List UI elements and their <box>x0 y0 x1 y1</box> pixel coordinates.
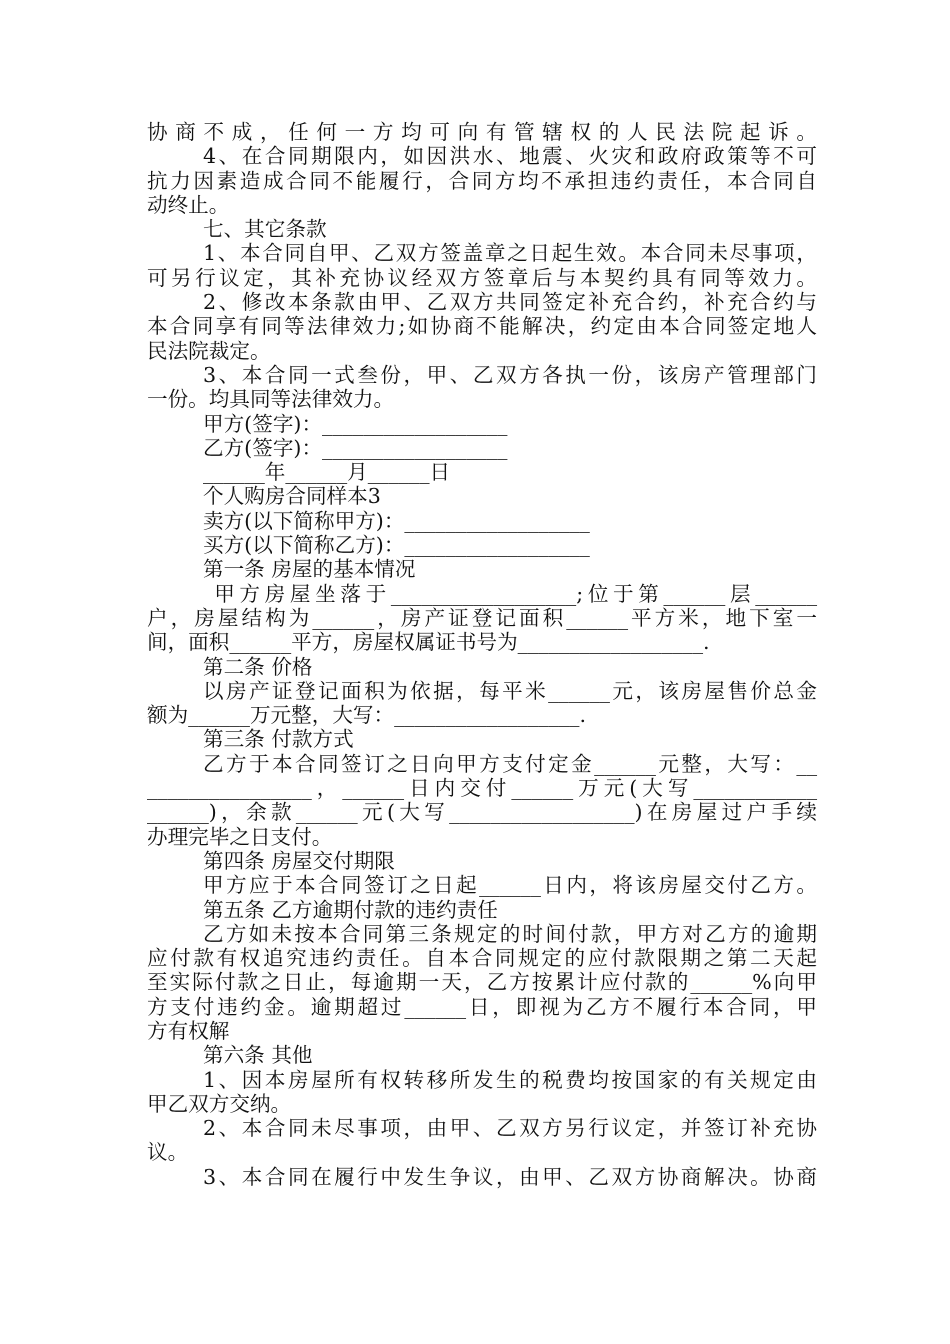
contract-title: 个人购房合同样本3 <box>203 484 381 509</box>
paragraph-line: ______)，余款______元(大写__________________)在房屋过户手续 <box>147 800 817 825</box>
paragraph-line: 乙方于本合同签订之日向甲方支付定金______元整，大写：__ <box>203 751 817 776</box>
paragraph-line: 2、本合同未尽事项，由甲、乙双方另行议定，并签订补充协 <box>203 1116 817 1141</box>
paragraph-line: 额为______万元整，大写：__________________. <box>147 703 587 728</box>
article-heading: 第三条 付款方式 <box>203 727 354 752</box>
paragraph-line: 应付款有权追究违约责任。自本合同规定的应付款限期之第二天起 <box>147 946 817 971</box>
signature-line-party-b: 乙方(签字)：__________________ <box>203 435 508 460</box>
paragraph-line: 间，面积______平方，房屋权属证书号为__________________. <box>147 630 710 655</box>
paragraph-line: ________________，______日内交付______万元(大写____________ <box>147 776 817 801</box>
paragraph-line: 3、本合同一式叁份，甲、乙双方各执一份，该房产管理部门 <box>203 362 817 387</box>
paragraph-line: 至实际付款之日止，每逾期一天，乙方按累计应付款的______%向甲 <box>147 970 817 995</box>
paragraph-line: 1、因本房屋所有权转移所发生的税费均按国家的有关规定由 <box>203 1067 817 1092</box>
date-line: ______年______月______日 <box>203 460 451 485</box>
paragraph-line: 本合同享有同等法律效力;如协商不能解决，约定由本合同签定地人 <box>147 314 817 339</box>
paragraph-line: 方支付违约金。逾期超过______日，即视为乙方不履行本合同，甲 <box>147 994 817 1019</box>
paragraph-line: 乙方如未按本合同第三条规定的时间付款，甲方对乙方的逾期 <box>203 921 817 946</box>
paragraph-line: 可另行议定，其补充协议经双方签章后与本契约具有同等效力。 <box>147 265 817 290</box>
document-page <box>147 120 817 1189</box>
article-heading: 第四条 房屋交付期限 <box>203 848 395 873</box>
paragraph-line: 一份。均具同等法律效力。 <box>147 387 395 412</box>
article-heading: 第二条 价格 <box>203 654 313 679</box>
paragraph-line: 2、修改本条款由甲、乙双方共同签定补充合约，补充合约与 <box>203 290 817 315</box>
paragraph-line: 动终止。 <box>147 192 230 217</box>
article-heading: 第六条 其他 <box>203 1043 313 1068</box>
paragraph-line: 4、在合同期限内，如因洪水、地震、火灾和政府政策等不可 <box>203 144 817 169</box>
article-heading: 第五条 乙方逾期付款的违约责任 <box>203 897 498 922</box>
buyer-line: 买方(以下简称乙方)：__________________ <box>203 533 590 558</box>
paragraph-line: 以房产证登记面积为依据，每平米______元，该房屋售价总金 <box>203 678 817 703</box>
article-heading: 第一条 房屋的基本情况 <box>203 557 416 582</box>
paragraph-line: 议。 <box>147 1140 189 1165</box>
paragraph-line: 户，房屋结构为______，房产证登记面积______平方米，地下室一 <box>147 605 817 630</box>
paragraph-line: 甲方应于本合同签订之日起______日内，将该房屋交付乙方。 <box>203 873 817 898</box>
seller-line: 卖方(以下简称甲方)：__________________ <box>203 508 590 533</box>
paragraph-line: 办理完毕之日支付。 <box>147 824 333 849</box>
paragraph-line: 甲乙双方交纳。 <box>147 1091 292 1116</box>
paragraph-line: 民法院裁定。 <box>147 338 271 363</box>
paragraph-line: 方有权解 <box>147 1018 230 1043</box>
signature-line-party-a: 甲方(签字)：__________________ <box>203 411 508 436</box>
section-heading: 七、其它条款 <box>203 217 327 242</box>
paragraph-line: 协商不成，任何一方均可向有管辖权的人民法院起诉。 <box>147 120 817 144</box>
paragraph-line: 3、本合同在履行中发生争议，由甲、乙双方协商解决。协商 <box>203 1164 817 1189</box>
paragraph-line: 1、本合同自甲、乙双方签盖章之日起生效。本合同未尽事项， <box>203 241 817 266</box>
paragraph-line: 抗力因素造成合同不能履行，合同方均不承担违约责任，本合同自 <box>147 168 817 193</box>
paragraph-line: 甲方房屋坐落于__________________;位于第______层______ <box>203 581 817 606</box>
